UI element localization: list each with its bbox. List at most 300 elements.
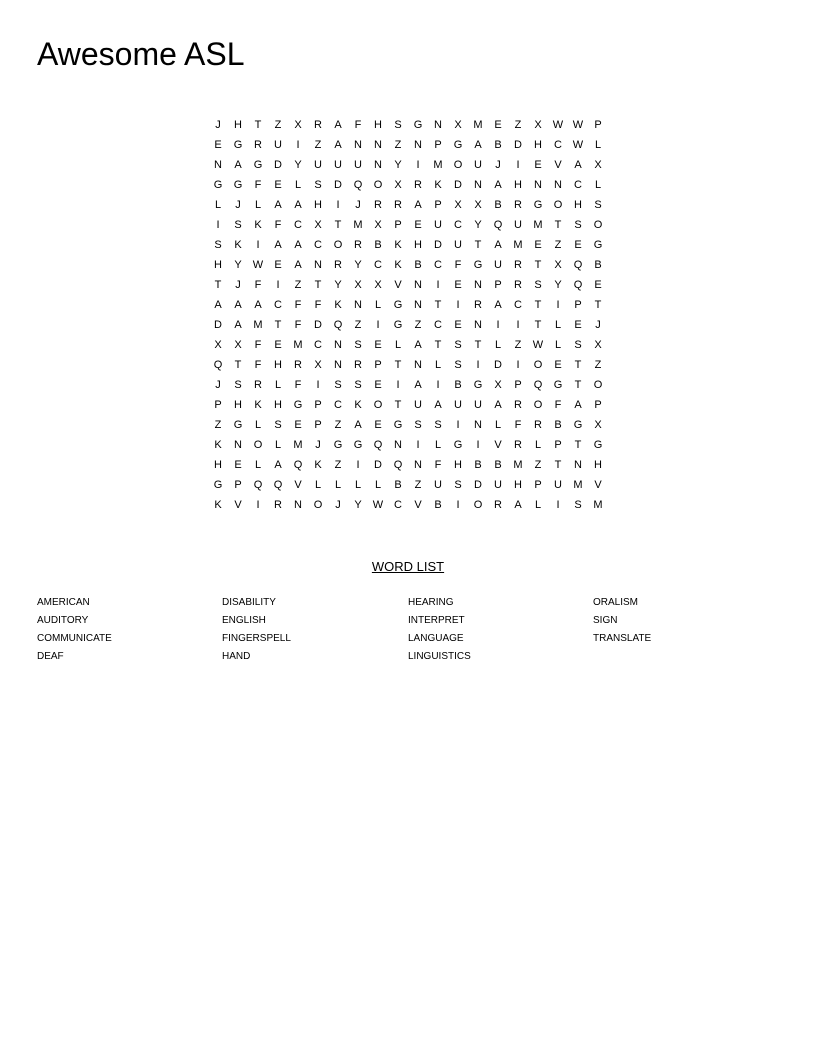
grid-letter: G — [213, 479, 223, 491]
grid-letter: R — [254, 379, 262, 391]
grid-letter: K — [434, 179, 442, 191]
grid-letter: G — [573, 419, 583, 431]
grid-letter: K — [214, 439, 222, 451]
grid-letter: X — [374, 219, 382, 231]
grid-letter: L — [494, 339, 502, 351]
grid-row — [208, 395, 608, 415]
grid-letter: A — [334, 139, 342, 151]
grid-letter: C — [274, 299, 282, 311]
grid-letter: I — [556, 299, 560, 311]
grid-letter: B — [594, 259, 602, 271]
grid-letter: F — [514, 419, 522, 431]
grid-row — [208, 375, 608, 395]
grid-letter: P — [314, 399, 322, 411]
grid-letter: E — [454, 279, 462, 291]
grid-letter: H — [374, 119, 382, 131]
grid-letter: H — [574, 199, 582, 211]
grid-letter: U — [474, 399, 482, 411]
grid-letter: T — [534, 319, 542, 331]
grid-letter: T — [254, 119, 262, 131]
grid-letter: N — [354, 299, 362, 311]
grid-letter: Q — [573, 259, 583, 271]
grid-letter: Z — [214, 419, 222, 431]
grid-letter: X — [314, 359, 322, 371]
grid-letter: X — [594, 339, 602, 351]
grid-letter: I — [376, 319, 380, 331]
word-list-item: AMERICAN — [37, 597, 90, 608]
word-list-item: SIGN — [593, 615, 618, 626]
word-column — [222, 594, 402, 666]
grid-letter: G — [593, 239, 603, 251]
grid-letter: T — [594, 299, 602, 311]
grid-row — [208, 495, 608, 515]
grid-letter: G — [233, 179, 243, 191]
grid-letter: M — [513, 239, 523, 251]
grid-letter: N — [214, 159, 222, 171]
grid-letter: N — [574, 459, 582, 471]
grid-letter: E — [534, 159, 542, 171]
word-column — [593, 594, 773, 648]
grid-letter: R — [354, 359, 362, 371]
grid-letter: Q — [373, 439, 383, 451]
grid-letter: O — [533, 399, 543, 411]
grid-letter: Z — [354, 319, 362, 331]
grid-letter: R — [534, 419, 542, 431]
grid-letter: L — [274, 439, 282, 451]
grid-letter: E — [494, 119, 502, 131]
grid-letter: Q — [533, 379, 543, 391]
grid-letter: I — [396, 379, 400, 391]
grid-letter: Y — [234, 259, 242, 271]
grid-letter: T — [554, 219, 562, 231]
grid-letter: E — [534, 239, 542, 251]
grid-letter: B — [554, 419, 562, 431]
grid-letter: S — [434, 419, 442, 431]
grid-letter: J — [215, 379, 221, 391]
word-list-item: DEAF — [37, 651, 64, 662]
grid-letter: H — [314, 199, 322, 211]
grid-letter: X — [314, 219, 322, 231]
grid-letter: T — [534, 299, 542, 311]
grid-letter: S — [354, 379, 362, 391]
grid-letter: H — [214, 459, 222, 471]
grid-letter: M — [353, 219, 363, 231]
grid-letter: G — [393, 299, 403, 311]
grid-letter: S — [394, 119, 402, 131]
grid-letter: D — [474, 479, 482, 491]
grid-letter: W — [532, 339, 544, 351]
grid-letter: M — [433, 159, 443, 171]
grid-letter: B — [494, 459, 502, 471]
grid-letter: Q — [293, 459, 303, 471]
grid-letter: N — [334, 359, 342, 371]
grid-row — [208, 115, 608, 135]
grid-letter: P — [234, 479, 242, 491]
grid-letter: L — [554, 339, 562, 351]
grid-letter: S — [454, 359, 462, 371]
grid-letter: N — [354, 139, 362, 151]
grid-letter: O — [533, 359, 543, 371]
grid-letter: F — [294, 379, 302, 391]
grid-letter: S — [334, 379, 342, 391]
grid-row — [208, 215, 608, 235]
grid-letter: D — [434, 239, 442, 251]
grid-letter: N — [554, 179, 562, 191]
word-list-item: ENGLISH — [222, 615, 266, 626]
grid-letter: O — [593, 219, 603, 231]
grid-letter: D — [494, 359, 502, 371]
grid-letter: L — [254, 199, 262, 211]
grid-letter: E — [454, 319, 462, 331]
grid-row — [208, 295, 608, 315]
grid-letter: X — [534, 119, 542, 131]
grid-letter: A — [474, 139, 482, 151]
grid-letter: X — [454, 119, 462, 131]
grid-letter: V — [414, 499, 422, 511]
grid-letter: Z — [414, 479, 422, 491]
grid-letter: O — [253, 439, 263, 451]
grid-letter: L — [434, 439, 442, 451]
grid-letter: I — [436, 279, 440, 291]
grid-letter: L — [214, 199, 222, 211]
word-column — [37, 594, 217, 666]
grid-letter: D — [514, 139, 522, 151]
grid-letter: J — [235, 199, 241, 211]
grid-letter: I — [216, 219, 220, 231]
grid-letter: I — [556, 499, 560, 511]
grid-letter: B — [414, 259, 422, 271]
grid-letter: J — [215, 119, 221, 131]
grid-letter: A — [494, 299, 502, 311]
word-list-item: AUDITORY — [37, 615, 89, 626]
word-column — [408, 594, 588, 666]
grid-letter: J — [595, 319, 601, 331]
grid-letter: C — [374, 259, 382, 271]
grid-letter: Z — [534, 459, 542, 471]
grid-letter: F — [274, 219, 282, 231]
grid-letter: A — [574, 399, 582, 411]
grid-letter: U — [514, 219, 522, 231]
grid-letter: R — [514, 279, 522, 291]
grid-letter: A — [234, 299, 242, 311]
grid-letter: P — [214, 399, 222, 411]
grid-letter: P — [374, 359, 382, 371]
grid-letter: N — [474, 279, 482, 291]
grid-letter: F — [454, 259, 462, 271]
grid-letter: K — [234, 239, 242, 251]
grid-letter: U — [354, 159, 362, 171]
grid-letter: M — [513, 459, 523, 471]
grid-letter: S — [574, 219, 582, 231]
grid-row — [208, 475, 608, 495]
word-list-item: HAND — [222, 651, 251, 662]
grid-letter: P — [574, 299, 582, 311]
word-list-item: HEARING — [408, 597, 454, 608]
grid-letter: A — [334, 119, 342, 131]
grid-letter: H — [454, 459, 462, 471]
grid-letter: K — [254, 399, 262, 411]
grid-letter: V — [554, 159, 562, 171]
grid-letter: N — [414, 299, 422, 311]
grid-letter: R — [514, 199, 522, 211]
grid-letter: Z — [414, 319, 422, 331]
grid-letter: M — [293, 439, 303, 451]
grid-letter: X — [494, 379, 502, 391]
grid-letter: F — [254, 339, 262, 351]
word-search-grid — [208, 115, 608, 515]
grid-letter: P — [434, 199, 442, 211]
grid-letter: I — [456, 299, 460, 311]
grid-letter: Z — [594, 359, 602, 371]
grid-letter: T — [574, 379, 582, 391]
grid-letter: L — [254, 459, 262, 471]
grid-letter: E — [274, 259, 282, 271]
grid-letter: N — [474, 179, 482, 191]
grid-letter: X — [374, 279, 382, 291]
grid-letter: A — [274, 239, 282, 251]
grid-letter: I — [256, 499, 260, 511]
grid-letter: I — [276, 279, 280, 291]
grid-letter: C — [434, 319, 442, 331]
grid-letter: S — [414, 419, 422, 431]
grid-letter: A — [414, 339, 422, 351]
grid-letter: A — [514, 499, 522, 511]
grid-letter: T — [534, 259, 542, 271]
grid-letter: H — [594, 459, 602, 471]
grid-letter: V — [294, 479, 302, 491]
grid-letter: S — [214, 239, 222, 251]
grid-letter: K — [354, 399, 362, 411]
word-list-item: LINGUISTICS — [408, 651, 471, 662]
grid-letter: P — [434, 139, 442, 151]
grid-letter: H — [214, 259, 222, 271]
grid-letter: O — [453, 159, 463, 171]
grid-letter: O — [553, 199, 563, 211]
grid-letter: R — [354, 239, 362, 251]
grid-letter: G — [453, 139, 463, 151]
grid-letter: E — [294, 419, 302, 431]
grid-letter: U — [474, 159, 482, 171]
grid-letter: R — [274, 499, 282, 511]
word-list-item: DISABILITY — [222, 597, 276, 608]
grid-letter: U — [334, 159, 342, 171]
grid-letter: I — [476, 359, 480, 371]
grid-letter: R — [474, 299, 482, 311]
grid-letter: C — [394, 499, 402, 511]
grid-letter: S — [234, 219, 242, 231]
grid-letter: Z — [274, 119, 282, 131]
grid-row — [208, 135, 608, 155]
grid-letter: X — [214, 339, 222, 351]
word-list-item: ORALISM — [593, 597, 639, 608]
grid-letter: N — [394, 439, 402, 451]
grid-letter: I — [256, 239, 260, 251]
grid-letter: L — [494, 419, 502, 431]
grid-letter: Z — [294, 279, 302, 291]
grid-letter: V — [234, 499, 242, 511]
word-list-item: TRANSLATE — [593, 633, 652, 644]
grid-letter: W — [572, 139, 584, 151]
grid-letter: P — [514, 379, 522, 391]
grid-letter: V — [494, 439, 502, 451]
grid-letter: L — [374, 479, 382, 491]
grid-row — [208, 195, 608, 215]
grid-letter: E — [554, 359, 562, 371]
grid-letter: X — [474, 199, 482, 211]
grid-letter: V — [394, 279, 402, 291]
grid-letter: P — [594, 119, 602, 131]
grid-letter: P — [494, 279, 502, 291]
grid-letter: C — [434, 259, 442, 271]
grid-letter: P — [394, 219, 402, 231]
grid-letter: F — [254, 179, 262, 191]
grid-letter: Y — [354, 259, 362, 271]
grid-row — [208, 355, 608, 375]
grid-letter: R — [514, 439, 522, 451]
grid-letter: I — [336, 199, 340, 211]
grid-letter: G — [253, 159, 263, 171]
grid-letter: P — [594, 399, 602, 411]
grid-letter: G — [293, 399, 303, 411]
grid-letter: X — [594, 159, 602, 171]
word-list-item: INTERPRET — [408, 615, 465, 626]
grid-letter: A — [274, 459, 282, 471]
grid-letter: D — [274, 159, 282, 171]
grid-letter: G — [453, 439, 463, 451]
grid-letter: U — [494, 479, 502, 491]
grid-letter: C — [314, 239, 322, 251]
grid-letter: N — [334, 339, 342, 351]
grid-letter: W — [372, 499, 384, 511]
grid-letter: L — [274, 379, 282, 391]
grid-letter: N — [474, 319, 482, 331]
grid-row — [208, 155, 608, 175]
grid-letter: I — [356, 459, 360, 471]
grid-letter: X — [294, 119, 302, 131]
word-list-item: FINGERSPELL — [222, 633, 291, 644]
grid-letter: G — [393, 419, 403, 431]
grid-letter: C — [334, 399, 342, 411]
grid-letter: H — [414, 239, 422, 251]
grid-letter: G — [553, 379, 563, 391]
grid-letter: A — [294, 239, 302, 251]
grid-letter: X — [554, 259, 562, 271]
grid-letter: Q — [333, 319, 343, 331]
grid-letter: T — [574, 359, 582, 371]
grid-letter: I — [316, 379, 320, 391]
grid-letter: S — [314, 179, 322, 191]
grid-letter: T — [314, 279, 322, 291]
grid-letter: R — [314, 119, 322, 131]
grid-letter: N — [414, 139, 422, 151]
grid-letter: I — [296, 139, 300, 151]
grid-letter: T — [334, 219, 342, 231]
grid-letter: N — [474, 419, 482, 431]
grid-letter: E — [274, 179, 282, 191]
grid-letter: B — [374, 239, 382, 251]
grid-letter: F — [434, 459, 442, 471]
grid-letter: K — [254, 219, 262, 231]
grid-letter: G — [333, 439, 343, 451]
grid-letter: A — [254, 299, 262, 311]
grid-letter: C — [454, 219, 462, 231]
grid-letter: G — [413, 119, 423, 131]
grid-letter: X — [234, 339, 242, 351]
grid-letter: M — [533, 219, 543, 231]
grid-letter: E — [214, 139, 222, 151]
grid-letter: C — [574, 179, 582, 191]
grid-letter: A — [494, 399, 502, 411]
grid-row — [208, 235, 608, 255]
grid-letter: Z — [554, 239, 562, 251]
grid-letter: R — [374, 199, 382, 211]
grid-row — [208, 315, 608, 335]
grid-letter: F — [294, 319, 302, 331]
grid-row — [208, 435, 608, 455]
grid-letter: A — [214, 299, 222, 311]
grid-row — [208, 335, 608, 355]
grid-letter: D — [374, 459, 382, 471]
grid-letter: L — [394, 339, 402, 351]
grid-letter: I — [416, 439, 420, 451]
grid-letter: M — [573, 479, 583, 491]
grid-letter: F — [354, 119, 362, 131]
grid-letter: H — [234, 119, 242, 131]
grid-letter: T — [214, 279, 222, 291]
grid-letter: I — [516, 319, 520, 331]
grid-letter: S — [534, 279, 542, 291]
grid-letter: T — [554, 459, 562, 471]
grid-letter: R — [394, 199, 402, 211]
grid-letter: S — [574, 499, 582, 511]
grid-letter: C — [554, 139, 562, 151]
grid-letter: A — [574, 159, 582, 171]
grid-letter: F — [554, 399, 562, 411]
grid-letter: T — [394, 359, 402, 371]
grid-letter: U — [434, 479, 442, 491]
grid-letter: D — [214, 319, 222, 331]
grid-letter: S — [454, 479, 462, 491]
grid-letter: G — [233, 419, 243, 431]
grid-letter: U — [434, 219, 442, 231]
grid-letter: M — [293, 339, 303, 351]
grid-letter: K — [394, 239, 402, 251]
grid-letter: G — [473, 259, 483, 271]
grid-letter: G — [473, 379, 483, 391]
word-list-item: COMMUNICATE — [37, 633, 112, 644]
grid-letter: W — [572, 119, 584, 131]
grid-letter: P — [534, 479, 542, 491]
grid-letter: Q — [213, 359, 223, 371]
grid-letter: S — [354, 339, 362, 351]
grid-letter: R — [334, 259, 342, 271]
grid-letter: E — [414, 219, 422, 231]
grid-letter: T — [274, 319, 282, 331]
grid-letter: T — [394, 399, 402, 411]
grid-row — [208, 415, 608, 435]
grid-letter: X — [354, 279, 362, 291]
grid-letter: Q — [573, 279, 583, 291]
grid-letter: L — [534, 499, 542, 511]
grid-letter: J — [235, 279, 241, 291]
grid-letter: T — [434, 299, 442, 311]
grid-letter: W — [552, 119, 564, 131]
word-list-item: LANGUAGE — [408, 633, 464, 644]
grid-letter: T — [574, 439, 582, 451]
grid-letter: Q — [493, 219, 503, 231]
grid-letter: S — [454, 339, 462, 351]
grid-letter: Z — [334, 419, 342, 431]
